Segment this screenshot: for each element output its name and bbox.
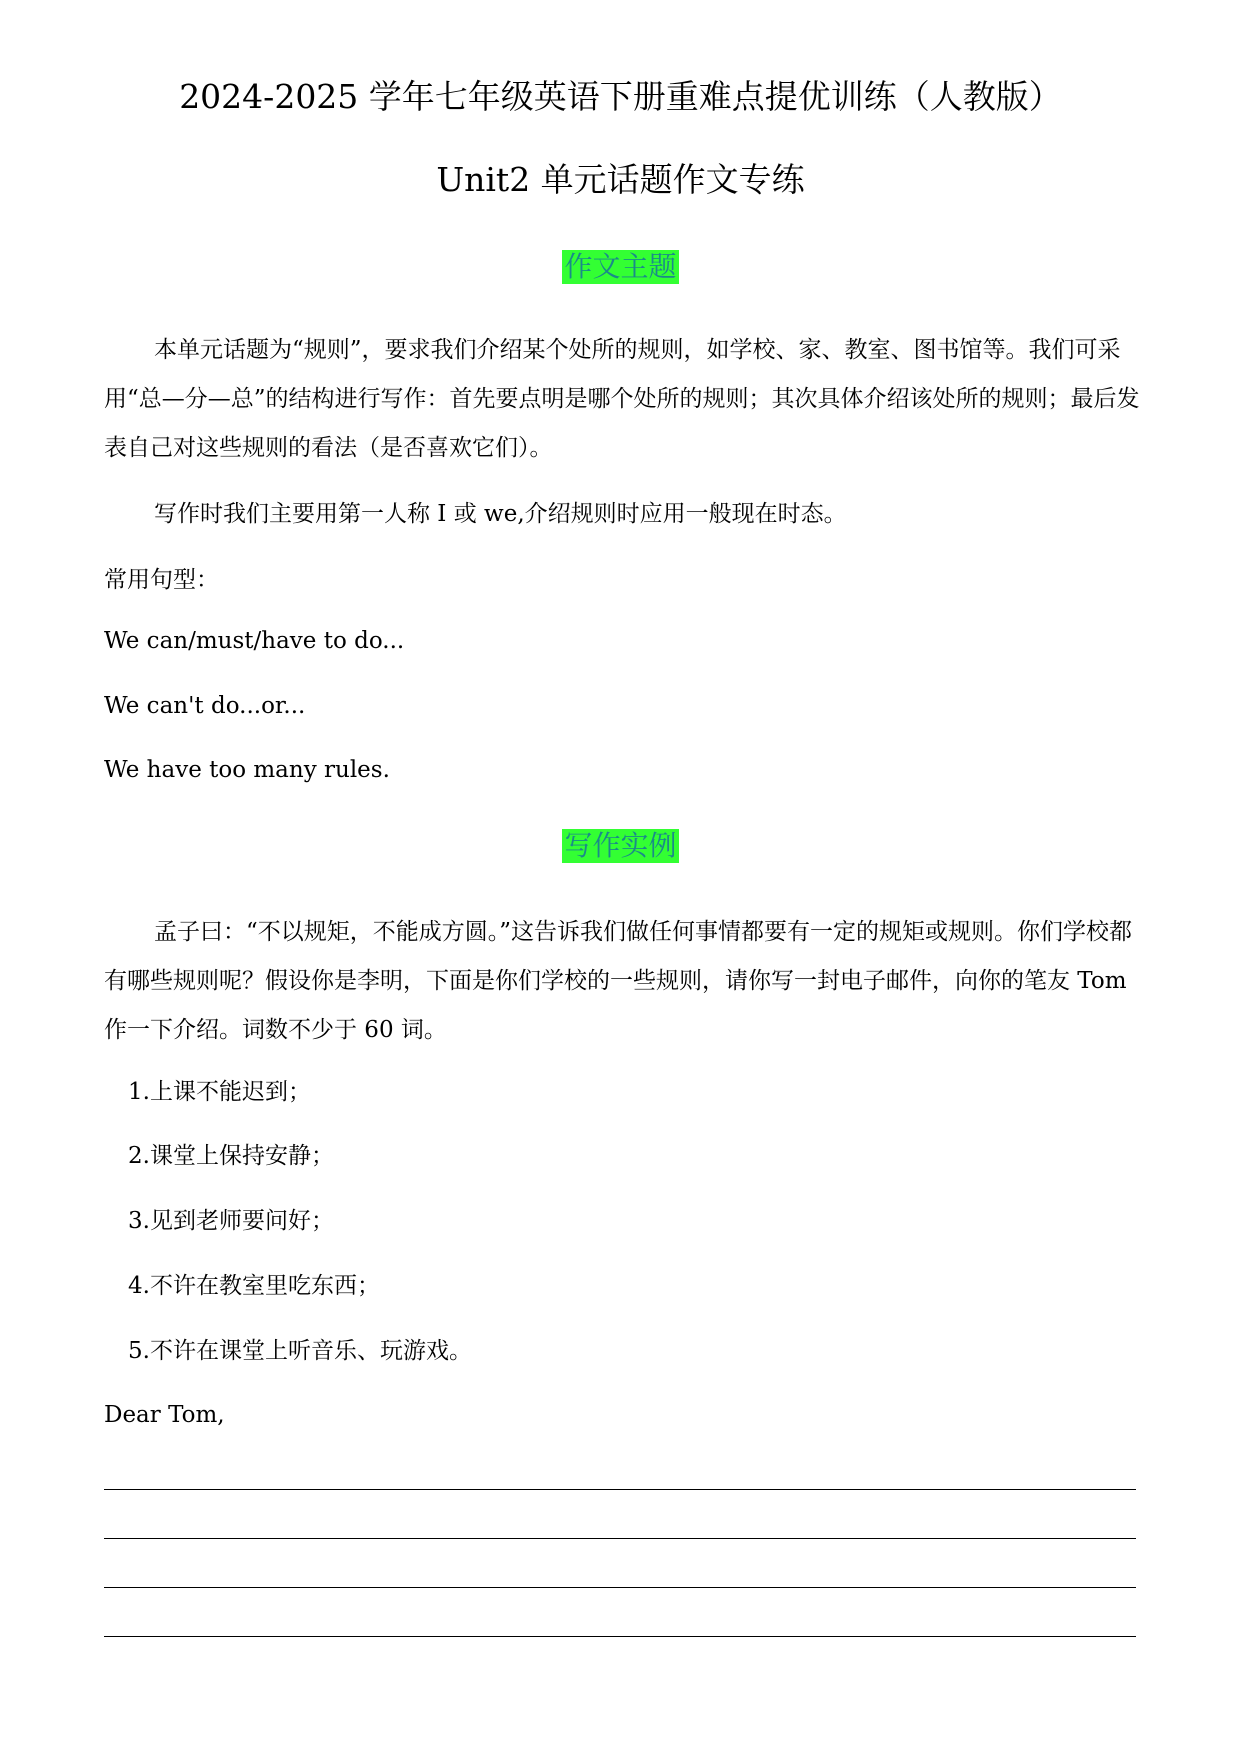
answer-line[interactable] [104, 1489, 1136, 1490]
sentence-pattern: We can/must/have to do... [104, 628, 405, 654]
letter-salutation: Dear Tom, [104, 1402, 225, 1428]
rule-item: 2.课堂上保持安静； [128, 1143, 334, 1169]
answer-line[interactable] [104, 1636, 1136, 1637]
answer-line[interactable] [104, 1538, 1136, 1539]
page-title: 2024-2025 学年七年级英语下册重难点提优训练（人教版） [179, 77, 1062, 116]
rule-item: 3.见到老师要问好； [128, 1208, 334, 1234]
section-heading-topic: 作文主题 [564, 250, 677, 283]
patterns-label: 常用句型： [104, 567, 219, 593]
rule-item: 1.上课不能迟到； [128, 1079, 311, 1105]
intro-paragraph: 本单元话题为“规则”，要求我们介绍某个处所的规则，如学校、家、教室、图书馆等。我们可采用“总—分—总”的结构进行写作：首先要点明是哪个处所的规则；其次具体介绍该处所的规则；最后发表自己对这些规则的看法（是否喜欢它们）。 [104, 337, 1140, 461]
rule-item: 4.不许在教室里吃东西； [128, 1273, 380, 1299]
page-subtitle: Unit2 单元话题作文专练 [436, 160, 805, 199]
section-heading-example: 写作实例 [564, 829, 677, 862]
intro-paragraph-2: 写作时我们主要用第一人称 I 或 we,介绍规则时应用一般现在时态。 [154, 501, 847, 527]
sentence-pattern: We can't do...or... [104, 693, 306, 719]
rule-item: 5.不许在课堂上听音乐、玩游戏。 [128, 1338, 472, 1364]
answer-line[interactable] [104, 1587, 1136, 1588]
section-heading-wrapper [0, 829, 1241, 863]
sentence-pattern: We have too many rules. [104, 757, 390, 783]
task-paragraph: 孟子曰：“不以规矩，不能成方圆。”这告诉我们做任何事情都要有一定的规矩或规则。你们学校都有哪些规则呢？假设你是李明，下面是你们学校的一些规则，请你写一封电子邮件，向你的笔友 Tom 作一下介绍。词数不少于 60 词。 [104, 919, 1133, 1043]
section-heading-wrapper [0, 250, 1241, 284]
